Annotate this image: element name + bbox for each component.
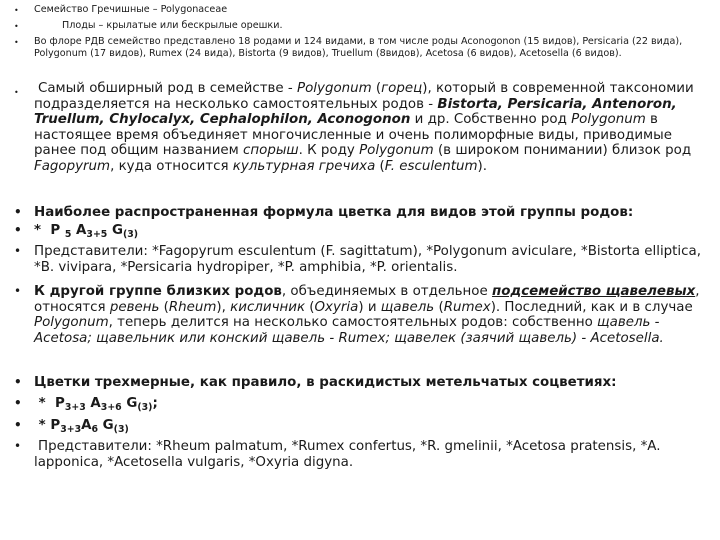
item-text: Цветки трехмерные, как правило, в раскидистых метельчатых соцветиях: xyxy=(34,375,617,390)
bullet-icon: • xyxy=(14,244,22,258)
item-text: Представители: *Fagopyrum esculentum (F. sagittatum), *Polygonum aviculare, *Bistorta elliptica, *B. vivipara, *Persicaria hydropiper, *P. amphibia, *P. orientalis. xyxy=(34,244,701,275)
item-text: Самый обширный род в семействе - Polygonum (горец), который в современной таксономии подразделяется на несколько самостоятельных родов - Bistorta, Persicaria, Antenoron, Truellum, Chylocalyx, Cephalophilon, Aconogonon и др. Собственно род Polygonum в настоящее время объединяет многочисленные и очень полиморфные виды, приводимые ранее под общим названием спорыш. К роду Polygonum (в широком понимании) близок род Fagopyrum, куда относится культурная гречиха (F. esculentum). xyxy=(34,81,694,174)
bullet-icon: • xyxy=(14,88,19,97)
bullet-icon: • xyxy=(14,22,19,31)
bullet-icon: • xyxy=(14,38,19,47)
item-text: Во флоре РДВ семейство представлено 18 родами и 124 видами, в том числе роды Aconogonon (15 видов), Persicaria (22 вида), Polygonum (17 видов), Rumex (24 вида), Bistorta (9 видов), Truellum (8видов), Acetosa (6 видов), Acetosella (6 видов). xyxy=(34,36,683,59)
bullet-icon: • xyxy=(14,6,19,15)
flower-formula: * P $_5$ $A_{3+5}$ $G_{(3)}$ xyxy=(34,223,139,240)
item-text: Представители: *Rheum palmatum, *Rumex confertus, *R. gmelinii, *Acetosa pratensis, *A. lapponica, *Acetosella vulgaris, *Oxyria digyna. xyxy=(34,439,661,470)
bullet-icon: • xyxy=(14,375,22,389)
item-text: Семейство Гречишные – Polygonaceae xyxy=(34,4,228,15)
flower-formula: * $P_{3+3}$ $A_{3+6}$ $G_{(3)}$; xyxy=(38,396,158,413)
flower-formula: * $P_{3+3}A_6$ $G_{(3)}$ xyxy=(38,418,129,435)
item-text: К другой группе близких родов, объединяемых в отдельное подсемейство щавелевых, относятся ревень (Rheum), кисличник (Oxyria) и щавель (Rumex). Последний, как и в случае Polygonum, теперь делится на несколько самостоятельных родов: собственно щавель - Acetosa; щавельник или конский щавель - Rumex; щавелек (заячий щавель) - Acetosella. xyxy=(34,284,700,346)
bullet-icon: • xyxy=(14,396,22,410)
bullet-icon: • xyxy=(14,418,22,432)
bullet-icon: • xyxy=(14,439,22,453)
item-text: Наиболее распространенная формула цветка для видов этой группы родов: xyxy=(34,205,634,220)
item-text: Плоды – крылатые или бескрылые орешки. xyxy=(62,20,283,31)
bullet-icon: • xyxy=(14,223,22,237)
bullet-icon: • xyxy=(14,284,22,298)
bullet-icon: • xyxy=(14,205,22,219)
